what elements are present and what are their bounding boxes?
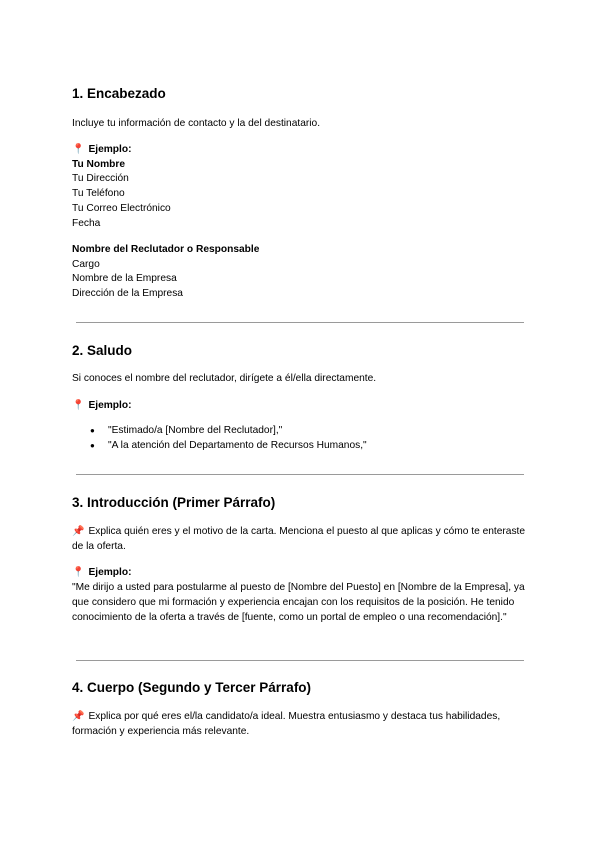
greeting-examples-list <box>90 423 367 453</box>
example-label: Ejemplo: <box>88 567 132 578</box>
recipient-company: Nombre de la Empresa <box>72 273 177 284</box>
divider <box>76 474 524 475</box>
round-pushpin-icon: 📍 <box>72 567 85 578</box>
section-3-intro <box>72 524 528 554</box>
sender-name: Tu Nombre <box>72 159 126 170</box>
section-4-intro <box>72 709 528 739</box>
section-4-title: 4. Cuerpo (Segundo y Tercer Párrafo) <box>72 680 312 695</box>
sender-phone: Tu Teléfono <box>72 188 125 199</box>
divider <box>76 322 524 323</box>
section-1-example <box>72 142 528 157</box>
round-pushpin-icon: 📍 <box>72 144 85 155</box>
section-2-title: 2. Saludo <box>72 343 133 358</box>
section-3-example-text: "Me dirijo a usted para postularme al puesto de [Nombre del Puesto] en [Nombre de la Empresa], ya que considero que mi formación y experiencia encajan con los requisitos de la posición. He tenido conocimiento de la oferta a través de [fuente, como un portal de empleo o una recomendación]." <box>72 582 525 623</box>
list-item: ● "Estimado/a [Nombre del Reclutador]," <box>90 423 367 438</box>
round-pushpin-icon: 📍 <box>72 400 85 411</box>
section-3-title: 3. Introducción (Primer Párrafo) <box>72 495 276 510</box>
section-2-example <box>72 398 528 413</box>
pushpin-icon: 📌 <box>72 526 85 537</box>
section-3-intro-text: Explica quién eres y el motivo de la carta. Menciona el puesto al que aplicas y cómo te enteraste de la oferta. <box>72 526 526 552</box>
recipient-address: Dirección de la Empresa <box>72 288 183 299</box>
list-item: ● "A la atención del Departamento de Recursos Humanos," <box>90 438 367 453</box>
pushpin-icon: 📌 <box>72 711 85 722</box>
example-label: Ejemplo: <box>88 144 132 155</box>
recipient-role: Cargo <box>72 259 100 270</box>
section-1-intro: Incluye tu información de contacto y la del destinatario. <box>72 118 321 129</box>
section-1-title: 1. Encabezado <box>72 86 166 101</box>
section-2-intro: Si conoces el nombre del reclutador, dirígete a él/ella directamente. <box>72 373 377 384</box>
example-label: Ejemplo: <box>88 400 132 411</box>
section-3-example <box>72 565 528 580</box>
sender-email: Tu Correo Electrónico <box>72 203 171 214</box>
section-4-intro-text: Explica por qué eres el/la candidato/a ideal. Muestra entusiasmo y destaca tus habilidades, formación y experiencia más relevante. <box>72 711 501 737</box>
sender-date: Fecha <box>72 218 101 229</box>
sender-address: Tu Dirección <box>72 173 129 184</box>
recipient-name: Nombre del Reclutador o Responsable <box>72 244 260 255</box>
divider <box>76 660 524 661</box>
